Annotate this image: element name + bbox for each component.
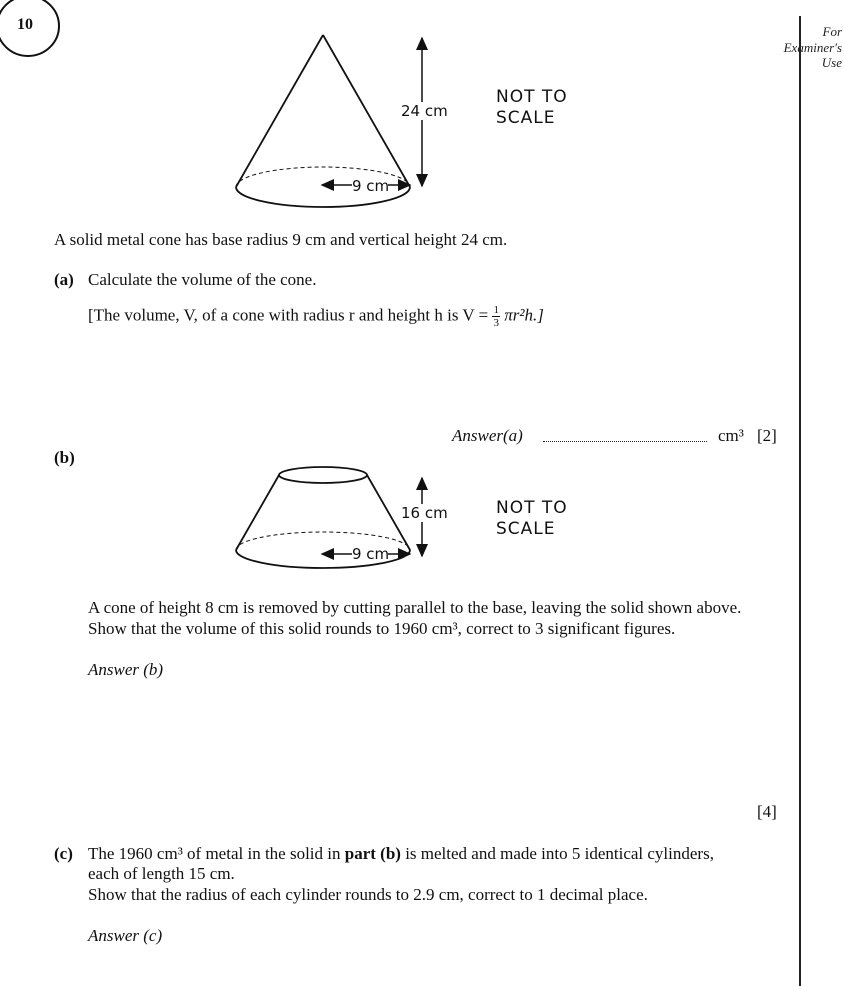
part-c-text2: each of length 15 cm. <box>88 864 235 883</box>
margin-label-for: For <box>822 24 842 39</box>
part-c-text1-post: is melted and made into 5 identical cylinders, <box>405 844 714 863</box>
not-to-scale-1-line1: NOT TO <box>496 87 568 107</box>
part-a-label: (a) <box>54 270 74 289</box>
part-b-text2: Show that the volume of this solid rounds to 1960 cm³, correct to 3 significant figures. <box>88 619 676 638</box>
part-b-marks: [4] <box>757 802 777 821</box>
frustum-radius-label: 9 cm <box>352 545 390 563</box>
cone-right-edge <box>323 35 410 187</box>
part-c-text1-pre: The 1960 cm³ of metal in the solid in <box>88 844 341 863</box>
fraction-denominator: 3 <box>493 317 499 329</box>
part-c-answer-label: Answer (c) <box>88 926 163 945</box>
formula-suffix: πr²h.] <box>504 305 544 325</box>
frustum-top <box>279 467 367 483</box>
question-number-oval <box>0 0 70 60</box>
part-a-unit: cm³ <box>718 426 744 445</box>
part-a-marks: [2] <box>757 426 777 445</box>
part-a-answer-label: Answer(a) <box>452 426 523 445</box>
cone-radius-label: 9 cm <box>352 177 390 195</box>
formula-prefix: [The volume, V, of a cone with radius r and height h is V = <box>88 305 489 325</box>
fraction <box>492 304 500 329</box>
part-c-text1 <box>88 844 714 864</box>
part-a-formula <box>88 304 544 329</box>
part-b-label: (b) <box>54 448 75 467</box>
frustum-left-edge <box>236 475 279 550</box>
margin-rule <box>799 16 801 986</box>
frustum-height-label: 16 cm <box>401 504 448 522</box>
question-number: 10 <box>17 16 33 33</box>
part-a-answer-line[interactable] <box>543 441 707 442</box>
cone-height-label: 24 cm <box>401 102 448 120</box>
fraction-numerator: 1 <box>493 304 499 316</box>
not-to-scale-2-line1: NOT TO <box>496 498 568 518</box>
intro-text: A solid metal cone has base radius 9 cm and vertical height 24 cm. <box>54 230 508 249</box>
not-to-scale-1-line2: SCALE <box>496 108 556 128</box>
part-c-label: (c) <box>54 844 73 863</box>
not-to-scale-2-line2: SCALE <box>496 519 556 539</box>
cone-figure <box>230 30 460 210</box>
part-b-answer-label: Answer (b) <box>88 660 164 679</box>
part-a-text: Calculate the volume of the cone. <box>88 270 317 289</box>
margin-label-examiners: Examiner's <box>783 40 842 55</box>
part-b-text1: A cone of height 8 cm is removed by cutting parallel to the base, leaving the solid shown above. <box>88 598 742 617</box>
cone-left-edge <box>236 35 323 187</box>
part-c-text3: Show that the radius of each cylinder rounds to 2.9 cm, correct to 1 decimal place. <box>88 885 648 904</box>
margin-label-use: Use <box>821 55 842 70</box>
part-c-text1-bold: part (b) <box>344 844 401 863</box>
